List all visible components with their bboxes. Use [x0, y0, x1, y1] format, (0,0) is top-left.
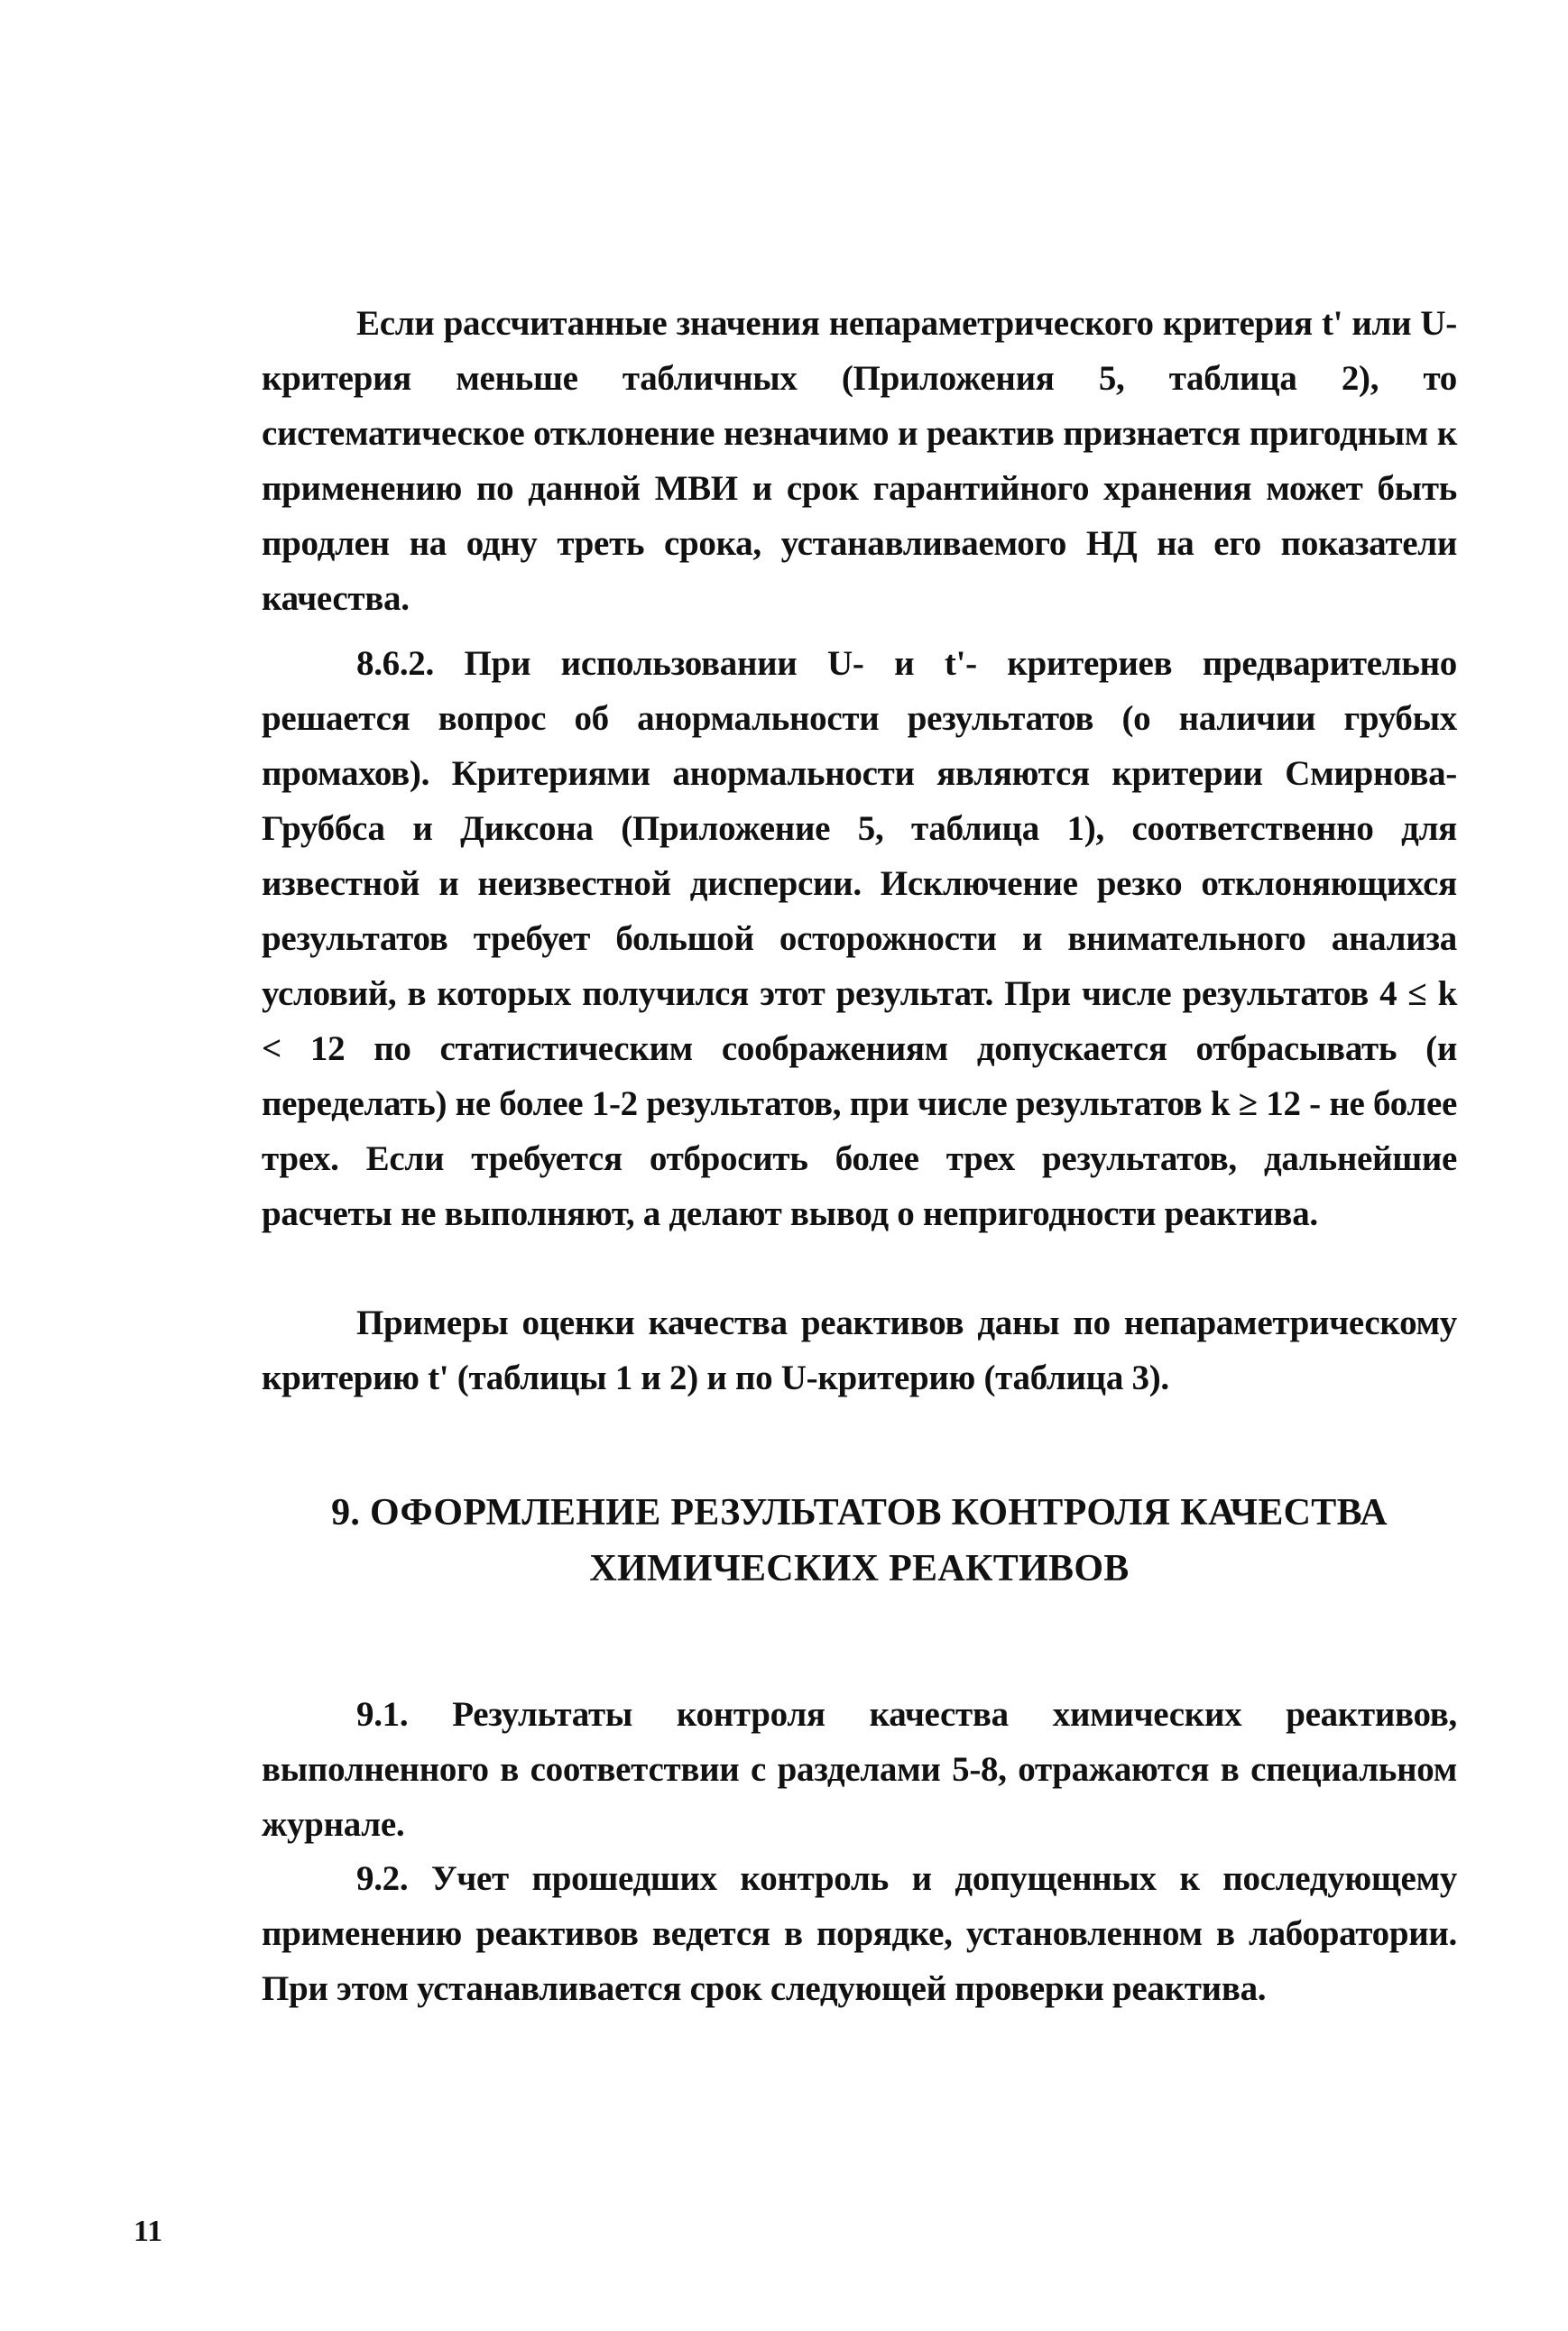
- paragraph-text: 9.2. Учет прошедших контроль и допущенных к последующему применению реактивов ведется в порядке, установленном в лаборатории. При этом устанавливается срок следующей проверки реактива.: [262, 1859, 1457, 2008]
- paragraph-systematic-deviation: [262, 296, 1457, 626]
- paragraph-text: 9.1. Результаты контроля качества химических реактивов, выполненного в соответствии с разделами 5-8, отражаются в специальном журнале.: [262, 1695, 1457, 1844]
- section-heading-line-1: 9. ОФОРМЛЕНИЕ РЕЗУЛЬТАТОВ КОНТРОЛЯ КАЧЕСТВА: [331, 1492, 1388, 1534]
- paragraph-text: Если рассчитанные значения непараметрического критерия t' или U-критерия меньше табличных (Приложения 5, таблица 2), то систематическое отклонение незначимо и реактив признается пригодным к применению по данной МВИ и срок гарантийного хранения может быть продлен на одну треть срока, устанавливаемого НД на его показатели качества.: [262, 304, 1457, 618]
- paragraph-examples: [262, 1295, 1457, 1405]
- section-heading-line-2: ХИМИЧЕСКИХ РЕАКТИВОВ: [589, 1548, 1130, 1589]
- section-heading: [262, 1485, 1457, 1597]
- paragraph-text: Примеры оценки качества реактивов даны по непараметрическому критерию t' (таблицы 1 и 2) и по U-критерию (таблица 3).: [262, 1304, 1457, 1397]
- paragraph-8-6-2: [262, 636, 1457, 1241]
- paragraph-9-2: [262, 1851, 1457, 2016]
- paragraph-text: 8.6.2. При использовании U- и t'- критериев предварительно решается вопрос об анормальности результатов (о наличии грубых промахов). Критериями анормальности являются критерии Смирнова-Груббса и Диксона (Приложение 5, таблица 1), соответственно для известной и неизвестной дисперсии. Исключение резко отклоняющихся результатов требует большой осторожности и внимательного анализа условий, в которых получился этот результат. При числе результатов 4 ≤ k < 12 по статистическим соображениям допускается отбрасывать (и переделать) не более 1-2 результатов, при числе результатов k ≥ 12 - не более трех. Если требуется отбросить более трех результатов, дальнейшие расчеты не выполняют, а делают вывод о непригодности реактива.: [262, 644, 1457, 1233]
- page-number: 11: [134, 2215, 163, 2248]
- paragraph-9-1: [262, 1687, 1457, 1852]
